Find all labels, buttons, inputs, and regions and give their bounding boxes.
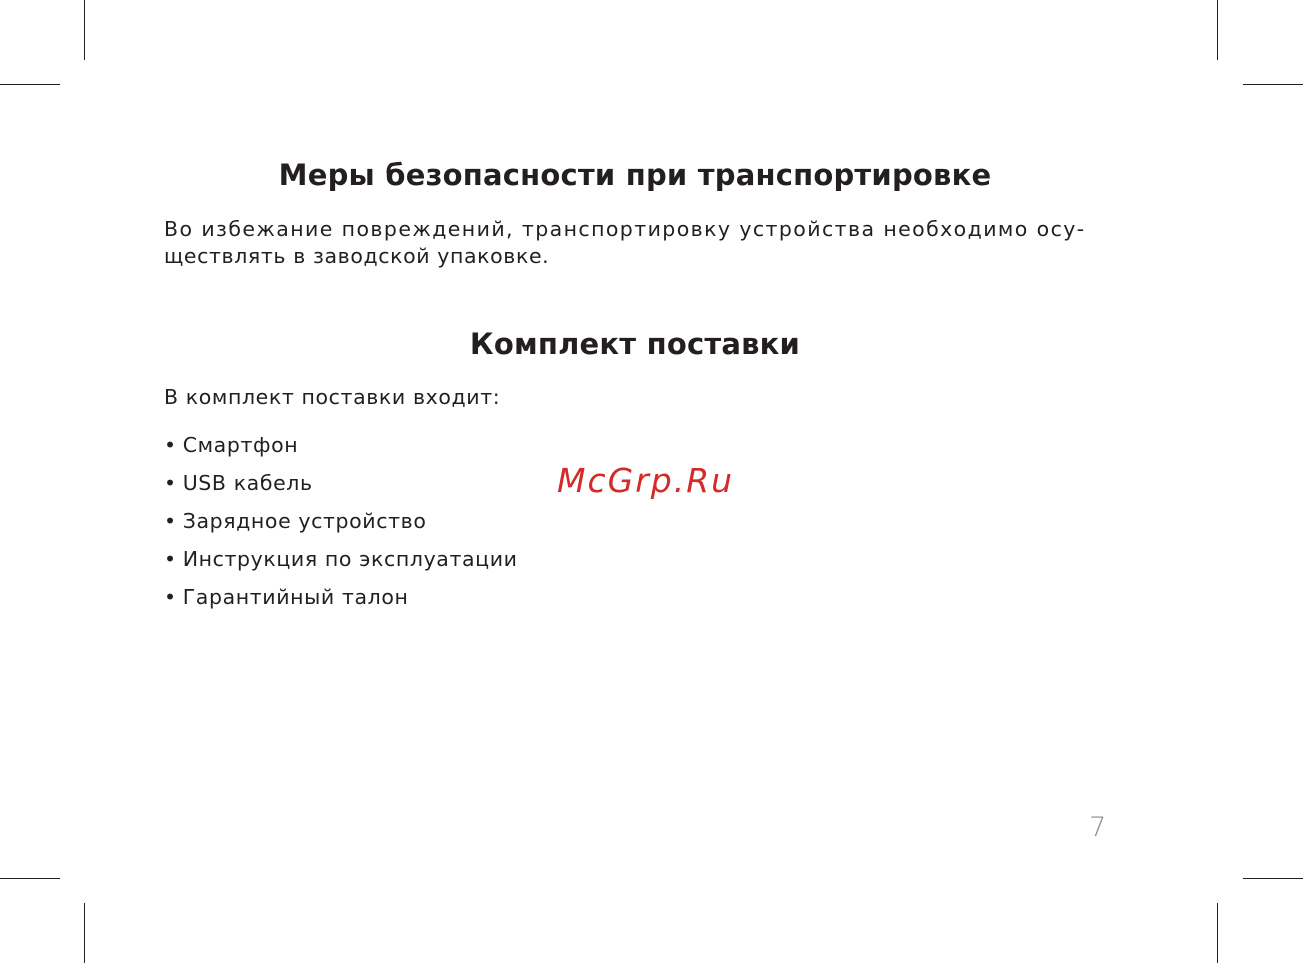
list-item [164,584,518,622]
list-item [164,432,518,470]
list-item [164,546,518,584]
transport-text-line-1: Во избежание повреждений, транспортировку устройства необходимо осу- [164,217,1086,241]
bullet-icon: • [164,433,177,457]
crop-mark-bottom-right-horizontal [1243,878,1303,879]
list-item-label: Смартфон [182,433,299,457]
list-item-label: Гарантийный талон [182,585,409,609]
bullet-icon: • [164,509,177,533]
crop-mark-top-right-horizontal [1243,84,1303,85]
transport-safety-heading: Меры безопасности при транспортировке [278,158,992,192]
crop-mark-top-left-horizontal [0,84,60,85]
list-item [164,508,518,546]
crop-mark-top-left-vertical [84,0,85,60]
bullet-icon: • [164,585,177,609]
page-number: 7 [1089,812,1107,843]
watermark-text: McGrp.Ru [557,461,735,500]
crop-mark-bottom-left-vertical [84,903,85,963]
list-item-label: USB кабель [182,471,313,495]
bullet-icon: • [164,547,177,571]
crop-mark-bottom-right-vertical [1217,903,1218,963]
transport-safety-paragraph [164,216,1086,270]
list-item-label: Зарядное устройство [182,509,427,533]
package-contents-intro: В комплект поставки входит: [164,385,501,409]
transport-text-line-2: ществлять в заводской упаковке. [164,244,550,268]
list-item-label: Инструкция по эксплуатации [182,547,518,571]
package-contents-list [164,432,518,622]
crop-mark-top-right-vertical [1217,0,1218,60]
crop-mark-bottom-left-horizontal [0,878,60,879]
package-contents-heading: Комплект поставки [469,327,801,361]
list-item [164,470,518,508]
bullet-icon: • [164,471,177,495]
